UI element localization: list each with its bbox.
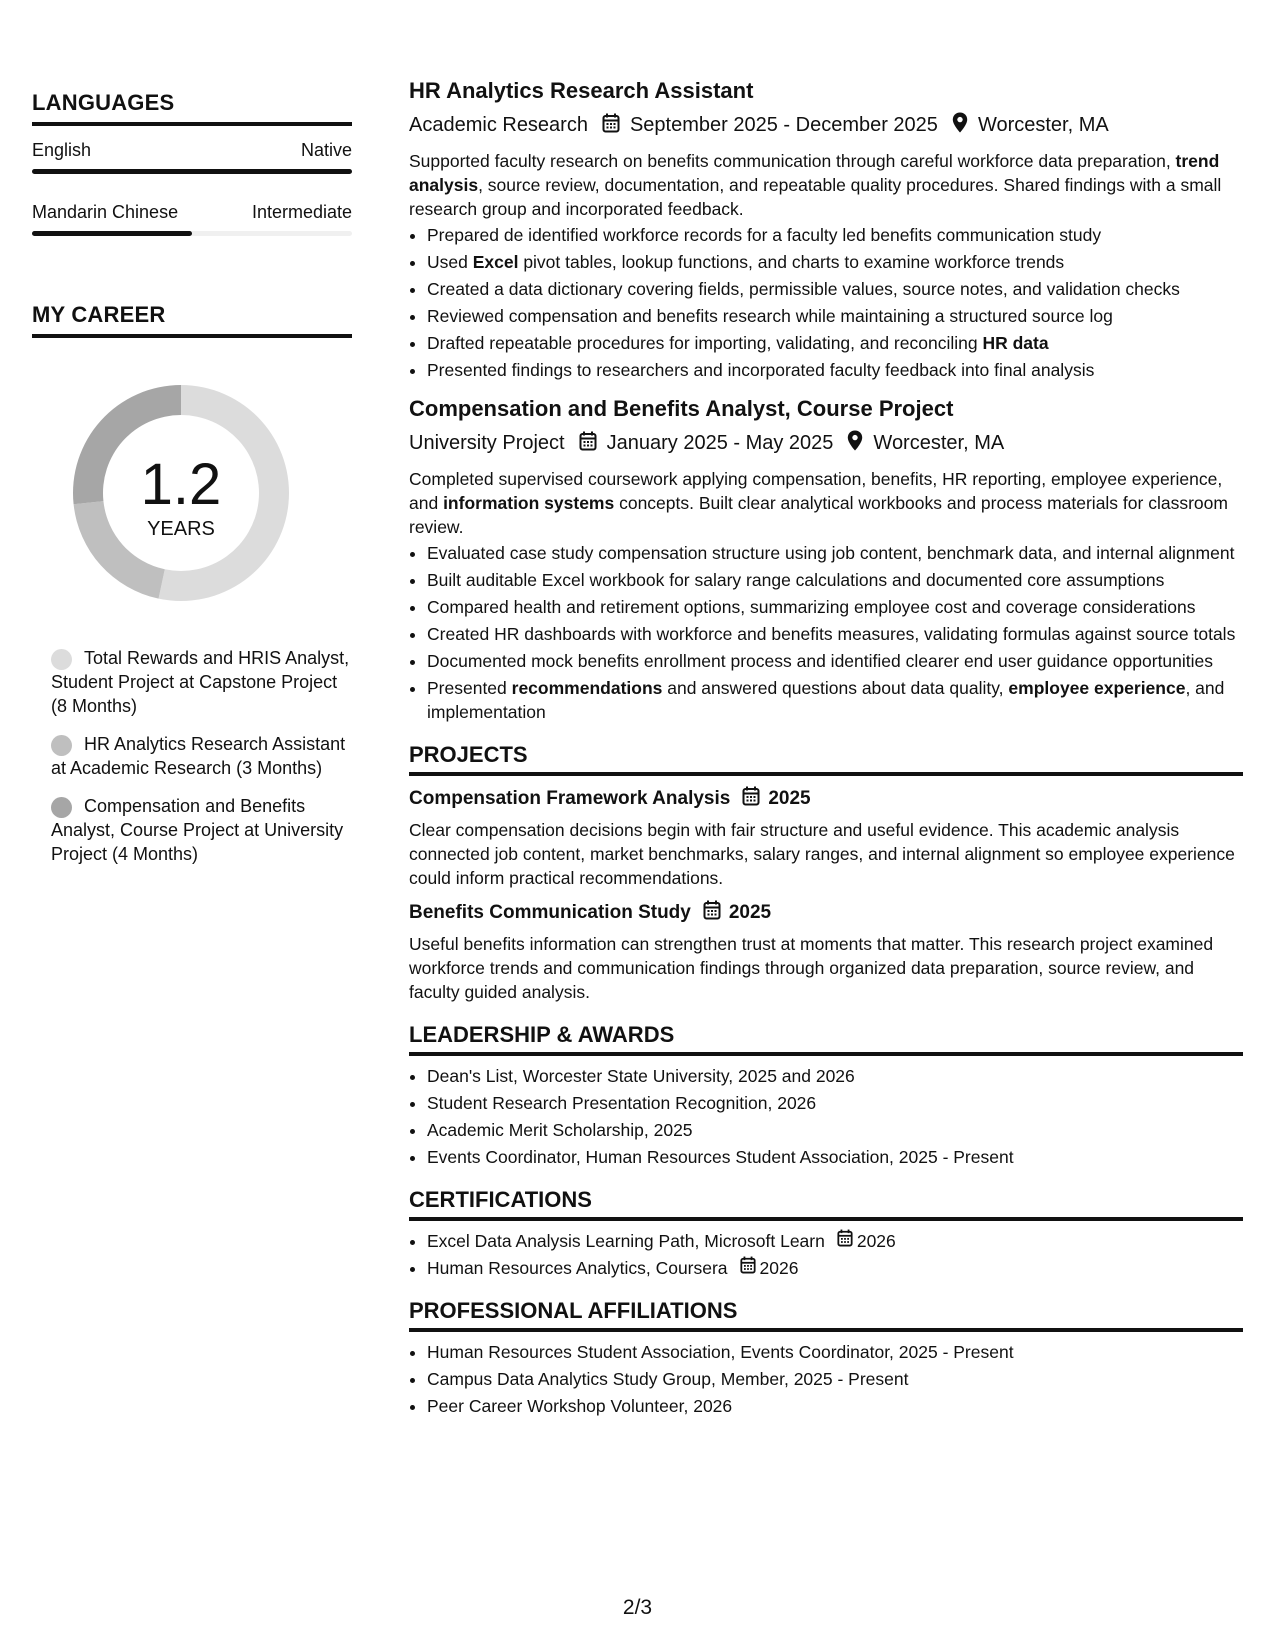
career-heading: MY CAREER (32, 302, 352, 338)
calendar-icon (740, 1256, 756, 1280)
career-donut-chart (66, 378, 296, 608)
affiliation-item: • Campus Data Analytics Study Group, Member, 2025 - Present (427, 1367, 1243, 1391)
calendar-icon (602, 113, 620, 139)
career-legend-item (51, 794, 352, 866)
calendar-icon (742, 786, 760, 812)
summary-text: Completed supervised coursework applying compensation, benefits, HR reporting, employee experience, and (409, 469, 1223, 513)
job-bullets (409, 223, 1243, 382)
job-summary (409, 467, 1243, 539)
career-section (32, 302, 352, 866)
language-proficiency-fill (32, 231, 192, 236)
job-location: Worcester, MA (977, 114, 1109, 136)
project-title: Compensation Framework Analysis (409, 788, 731, 809)
calendar-icon (703, 900, 721, 926)
award-item: • Dean's List, Worcester State University, 2025 and 2026 (427, 1064, 1243, 1088)
awards-list (409, 1064, 1243, 1169)
job-location: Worcester, MA (873, 432, 1005, 454)
certification-name: • Human Resources Analytics, Coursera (427, 1258, 728, 1278)
project-year: 2025 (768, 788, 811, 809)
job-summary (409, 149, 1243, 221)
summary-emphasis: information systems (443, 493, 615, 513)
legend-label: Compensation and Benefits Analyst, Course Project at University Project (4 Months) (51, 796, 344, 864)
job-dates: January 2025 - May 2025 (606, 432, 834, 454)
summary-emphasis: trend analysis (409, 151, 1220, 195)
affiliation-item: • Peer Career Workshop Volunteer, 2026 (427, 1394, 1243, 1418)
job-bullet: • Used Excel pivot tables, lookup functions, and charts to examine workforce trends (427, 250, 1243, 274)
project-title: Benefits Communication Study (409, 902, 691, 923)
legend-dot (51, 649, 72, 670)
job-bullet: • Created a data dictionary covering fields, permissible values, source notes, and validation checks (427, 277, 1243, 301)
career-legend-item (51, 732, 352, 780)
summary-text: , source review, documentation, and repeatable quality procedures. Shared findings with a small research group and incorporated feedback. (409, 175, 1222, 219)
job-entry (409, 78, 1243, 382)
job-org: University Project (409, 432, 565, 454)
affiliations-heading: PROFESSIONAL AFFILIATIONS (409, 1298, 1243, 1332)
language-proficiency-bar (32, 231, 352, 236)
career-years-unit: YEARS (147, 518, 215, 540)
language-level: Intermediate (251, 202, 352, 222)
job-bullet: • Documented mock benefits enrollment process and identified clearer end user guidance opportunities (427, 649, 1243, 673)
legend-label: HR Analytics Research Assistant at Academic Research (3 Months) (51, 734, 346, 778)
job-bullet: • Built auditable Excel workbook for salary range calculations and documented core assumptions (427, 568, 1243, 592)
affiliations-list (409, 1340, 1243, 1418)
legend-dot (51, 735, 72, 756)
languages-section (32, 90, 352, 236)
sidebar (32, 90, 352, 880)
award-item: • Student Research Presentation Recognition, 2026 (427, 1091, 1243, 1115)
project-year: 2025 (728, 902, 772, 923)
job-dates: September 2025 - December 2025 (629, 114, 938, 136)
certifications-heading: CERTIFICATIONS (409, 1187, 1243, 1221)
certification-item (427, 1256, 1243, 1280)
certifications-list (409, 1229, 1243, 1280)
certification-item (427, 1229, 1243, 1253)
job-bullets (409, 541, 1243, 724)
job-bullet: • Compared health and retirement options, summarizing employee cost and coverage considerations (427, 595, 1243, 619)
language-proficiency-fill (32, 169, 352, 174)
project-description: Useful benefits information can strengthen trust at moments that matter. This research project examined workforce trends and communication findings through organized data preparation, source review, and faculty guided analysis. (409, 934, 1214, 1002)
certification-year: 2026 (759, 1258, 799, 1278)
language-item (32, 202, 352, 236)
main-content (409, 78, 1243, 1421)
page-number: 2/3 (622, 1596, 653, 1619)
languages-heading: LANGUAGES (32, 90, 352, 126)
location-pin-icon (952, 112, 968, 139)
job-entry (409, 396, 1243, 724)
job-bullet: • Created HR dashboards with workforce and benefits measures, validating formulas against source totals (427, 622, 1243, 646)
project-item (409, 900, 1243, 1004)
legend-dot (51, 797, 72, 818)
legend-label: Total Rewards and HRIS Analyst, Student Project at Capstone Project (8 Months) (51, 648, 350, 716)
job-bullet: • Reviewed compensation and benefits research while maintaining a structured source log (427, 304, 1243, 328)
language-level: Native (300, 140, 352, 160)
language-item (32, 140, 352, 174)
job-org: Academic Research (409, 114, 588, 136)
certification-year: 2026 (856, 1231, 896, 1251)
summary-text: concepts. Built clear analytical workbooks and process materials for classroom review. (409, 493, 1228, 537)
job-bullet: • Drafted repeatable procedures for importing, validating, and reconciling HR data (427, 331, 1243, 355)
job-meta (409, 112, 1243, 139)
career-legend (32, 646, 352, 866)
job-meta (409, 430, 1243, 457)
calendar-icon (579, 431, 597, 457)
location-pin-icon (847, 430, 863, 457)
project-title-row (409, 900, 1243, 926)
project-description: Clear compensation decisions begin with fair structure and useful evidence. This academic analysis connected job content, market benchmarks, salary ranges, and internal alignment so employee experience could inform practical recommendations. (409, 820, 1235, 888)
language-proficiency-bar (32, 169, 352, 174)
summary-text: Supported faculty research on benefits communication through careful workforce data preparation, (409, 151, 1176, 171)
calendar-icon (837, 1229, 853, 1253)
award-item: • Academic Merit Scholarship, 2025 (427, 1118, 1243, 1142)
job-bullet: • Prepared de identified workforce records for a faculty led benefits communication study (427, 223, 1243, 247)
career-total-years: 1.2 (140, 452, 222, 517)
job-bullet: • Presented findings to researchers and incorporated faculty feedback into final analysis (427, 358, 1243, 382)
job-title: Compensation and Benefits Analyst, Course Project (409, 396, 954, 421)
certification-name: • Excel Data Analysis Learning Path, Microsoft Learn (427, 1231, 825, 1251)
job-bullet: • Evaluated case study compensation structure using job content, benchmark data, and internal alignment (427, 541, 1243, 565)
affiliation-item: • Human Resources Student Association, Events Coordinator, 2025 - Present (427, 1340, 1243, 1364)
awards-heading: LEADERSHIP & AWARDS (409, 1022, 1243, 1056)
projects-heading: PROJECTS (409, 742, 1243, 776)
language-name: Mandarin Chinese (32, 202, 179, 222)
job-bullet: • Presented recommendations and answered questions about data quality, employee experience, and implementation (427, 676, 1243, 724)
project-item (409, 786, 1243, 890)
award-item: • Events Coordinator, Human Resources Student Association, 2025 - Present (427, 1145, 1243, 1169)
career-legend-item (51, 646, 352, 718)
language-name: English (32, 140, 92, 160)
project-title-row (409, 786, 1243, 812)
job-title: HR Analytics Research Assistant (409, 78, 754, 103)
